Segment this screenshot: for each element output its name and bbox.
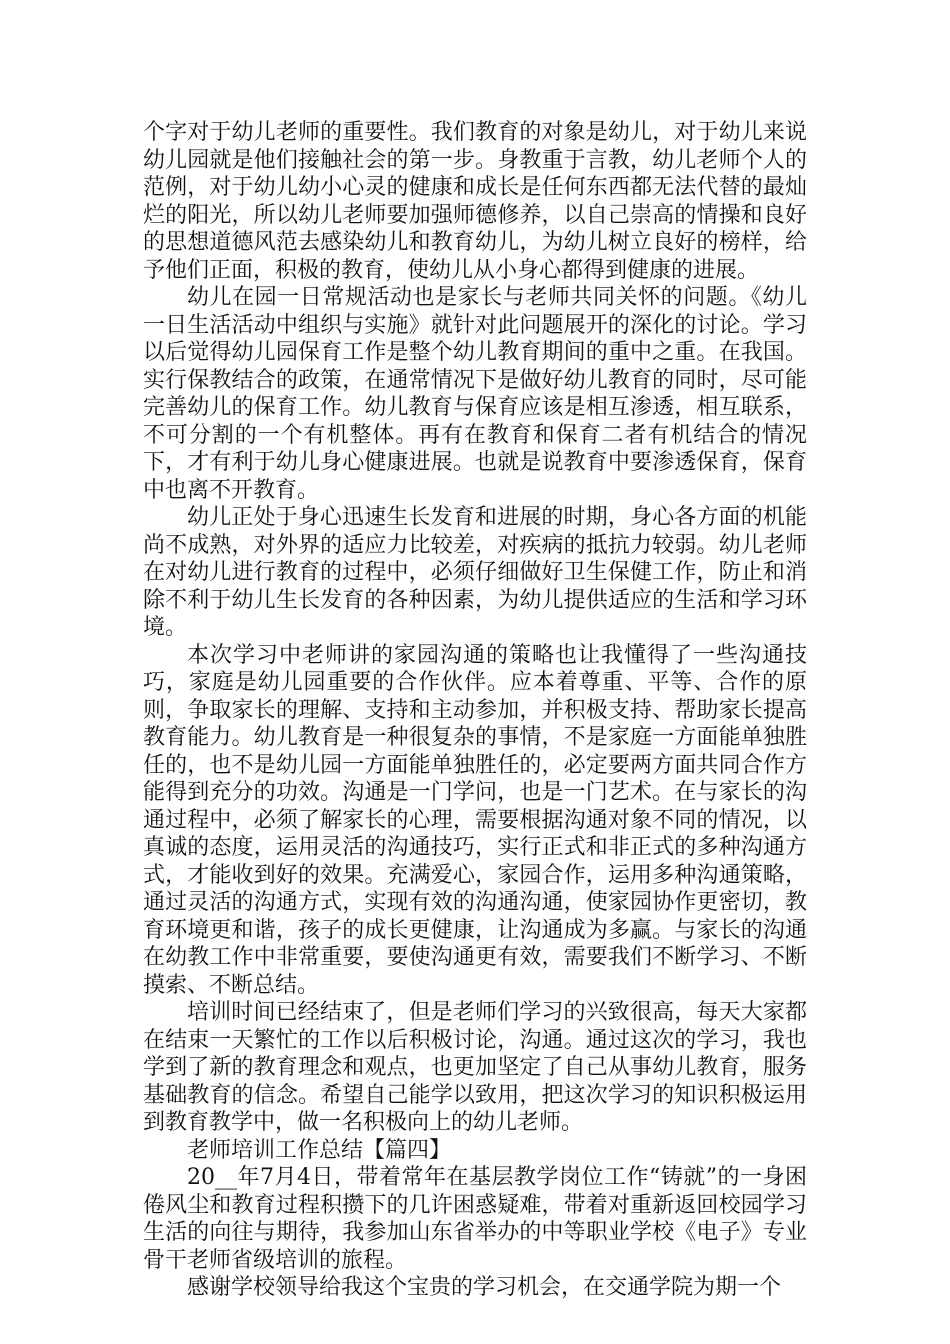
paragraph-1: 个字对于幼儿老师的重要性。我们教育的对象是幼儿，对于幼儿来说幼儿园就是他们接触社会的第一步。身教重于言教，幼儿老师个人的范例，对于幼儿幼小心灵的健康和成长是任何东西都无法代替的最灿烂的阳光，所以幼儿老师要加强师德修养，以自己崇高的情操和良好的思想道德风范去感染幼儿和教育幼儿，为幼儿树立良好的榜样，给予他们正面，积极的教育，使幼儿从小身心都得到健康的进展。 [143, 120, 807, 283]
paragraph-2: 幼儿在园一日常规活动也是家长与老师共同关怀的问题。《幼儿一日生活活动中组织与实施》就针对此问题展开的深化的讨论。学习以后觉得幼儿园保育工作是整个幼儿教育期间的重中之重。在我国。实行保教结合的政策，在通常情况下是做好幼儿教育的同时，尽可能完善幼儿的保育工作。幼儿教育与保育应该是相互渗透，相互联系，不可分割的一个有机整体。再有在教育和保育二者有机结合的情况下，才有利于幼儿身心健康进展。也就是说教育中要渗透保育，保育中也离不开教育。 [143, 285, 807, 503]
paragraph-4: 本次学习中老师讲的家园沟通的策略也让我懂得了一些沟通技巧，家庭是幼儿园重要的合作伙伴。应本着尊重、平等、合作的原则，争取家长的理解、支持和主动参加，并积极支持、帮助家长提高教育能力。幼儿教育是一种很复杂的事情，不是家庭一方面能单独胜任的，也不是幼儿园一方面能单独胜任的，必定要两方面共同合作方能得到充分的功效。沟通是一门学问，也是一门艺术。在与家长的沟通过程中，必须了解家长的心理，需要根据沟通对象不同的情况，以真诚的态度，运用灵活的沟通技巧，实行正式和非正式的多种沟通方式，才能收到好的效果。充满爱心，家园合作，运用多种沟通策略，通过灵活的沟通方式，实现有效的沟通沟通，使家园协作更密切，教育环境更和谐，孩子的成长更健康，让沟通成为多赢。与家长的沟通在幼教工作中非常重要，要使沟通更有效，需要我们不断学习、不断摸索、不断总结。 [143, 642, 807, 998]
section-heading: 老师培训工作总结【篇四】 [187, 1137, 452, 1163]
paragraph-7: 感谢学校领导给我这个宝贵的学习机会，在交通学院为期一个 [187, 1275, 782, 1300]
paragraph-3: 幼儿正处于身心迅速生长发育和进展的时期，身心各方面的机能尚不成熟，对外界的适应力比较差，对疾病的抵抗力较弱。幼儿老师在对幼儿进行教育的过程中，必须仔细做好卫生保健工作，防止和消除不利于幼儿生长发育的各种因素，为幼儿提供适应的生活和学习环境。 [143, 505, 807, 640]
paragraph-5: 培训时间已经结束了，但是老师们学习的兴致很高，每天大家都在结束一天繁忙的工作以后积极讨论，沟通。通过这次的学习，我也学到了新的教育理念和观点，也更加坚定了自己从事幼儿教育，服务基础教育的信念。希望自己能学以致用，把这次学习的知识积极运用到教育教学中，做一名积极向上的幼儿老师。 [143, 1000, 807, 1135]
paragraph-6: 20__年7月4日，带着常年在基层教学岗位工作“铸就”的一身困倦风尘和教育过程积攒下的几许困惑疑难，带着对重新返回校园学习生活的向往与期待，我参加山东省举办的中等职业学校《电子》专业骨干老师省级培训的旅程。 [143, 1165, 807, 1273]
document-page [143, 119, 807, 1302]
